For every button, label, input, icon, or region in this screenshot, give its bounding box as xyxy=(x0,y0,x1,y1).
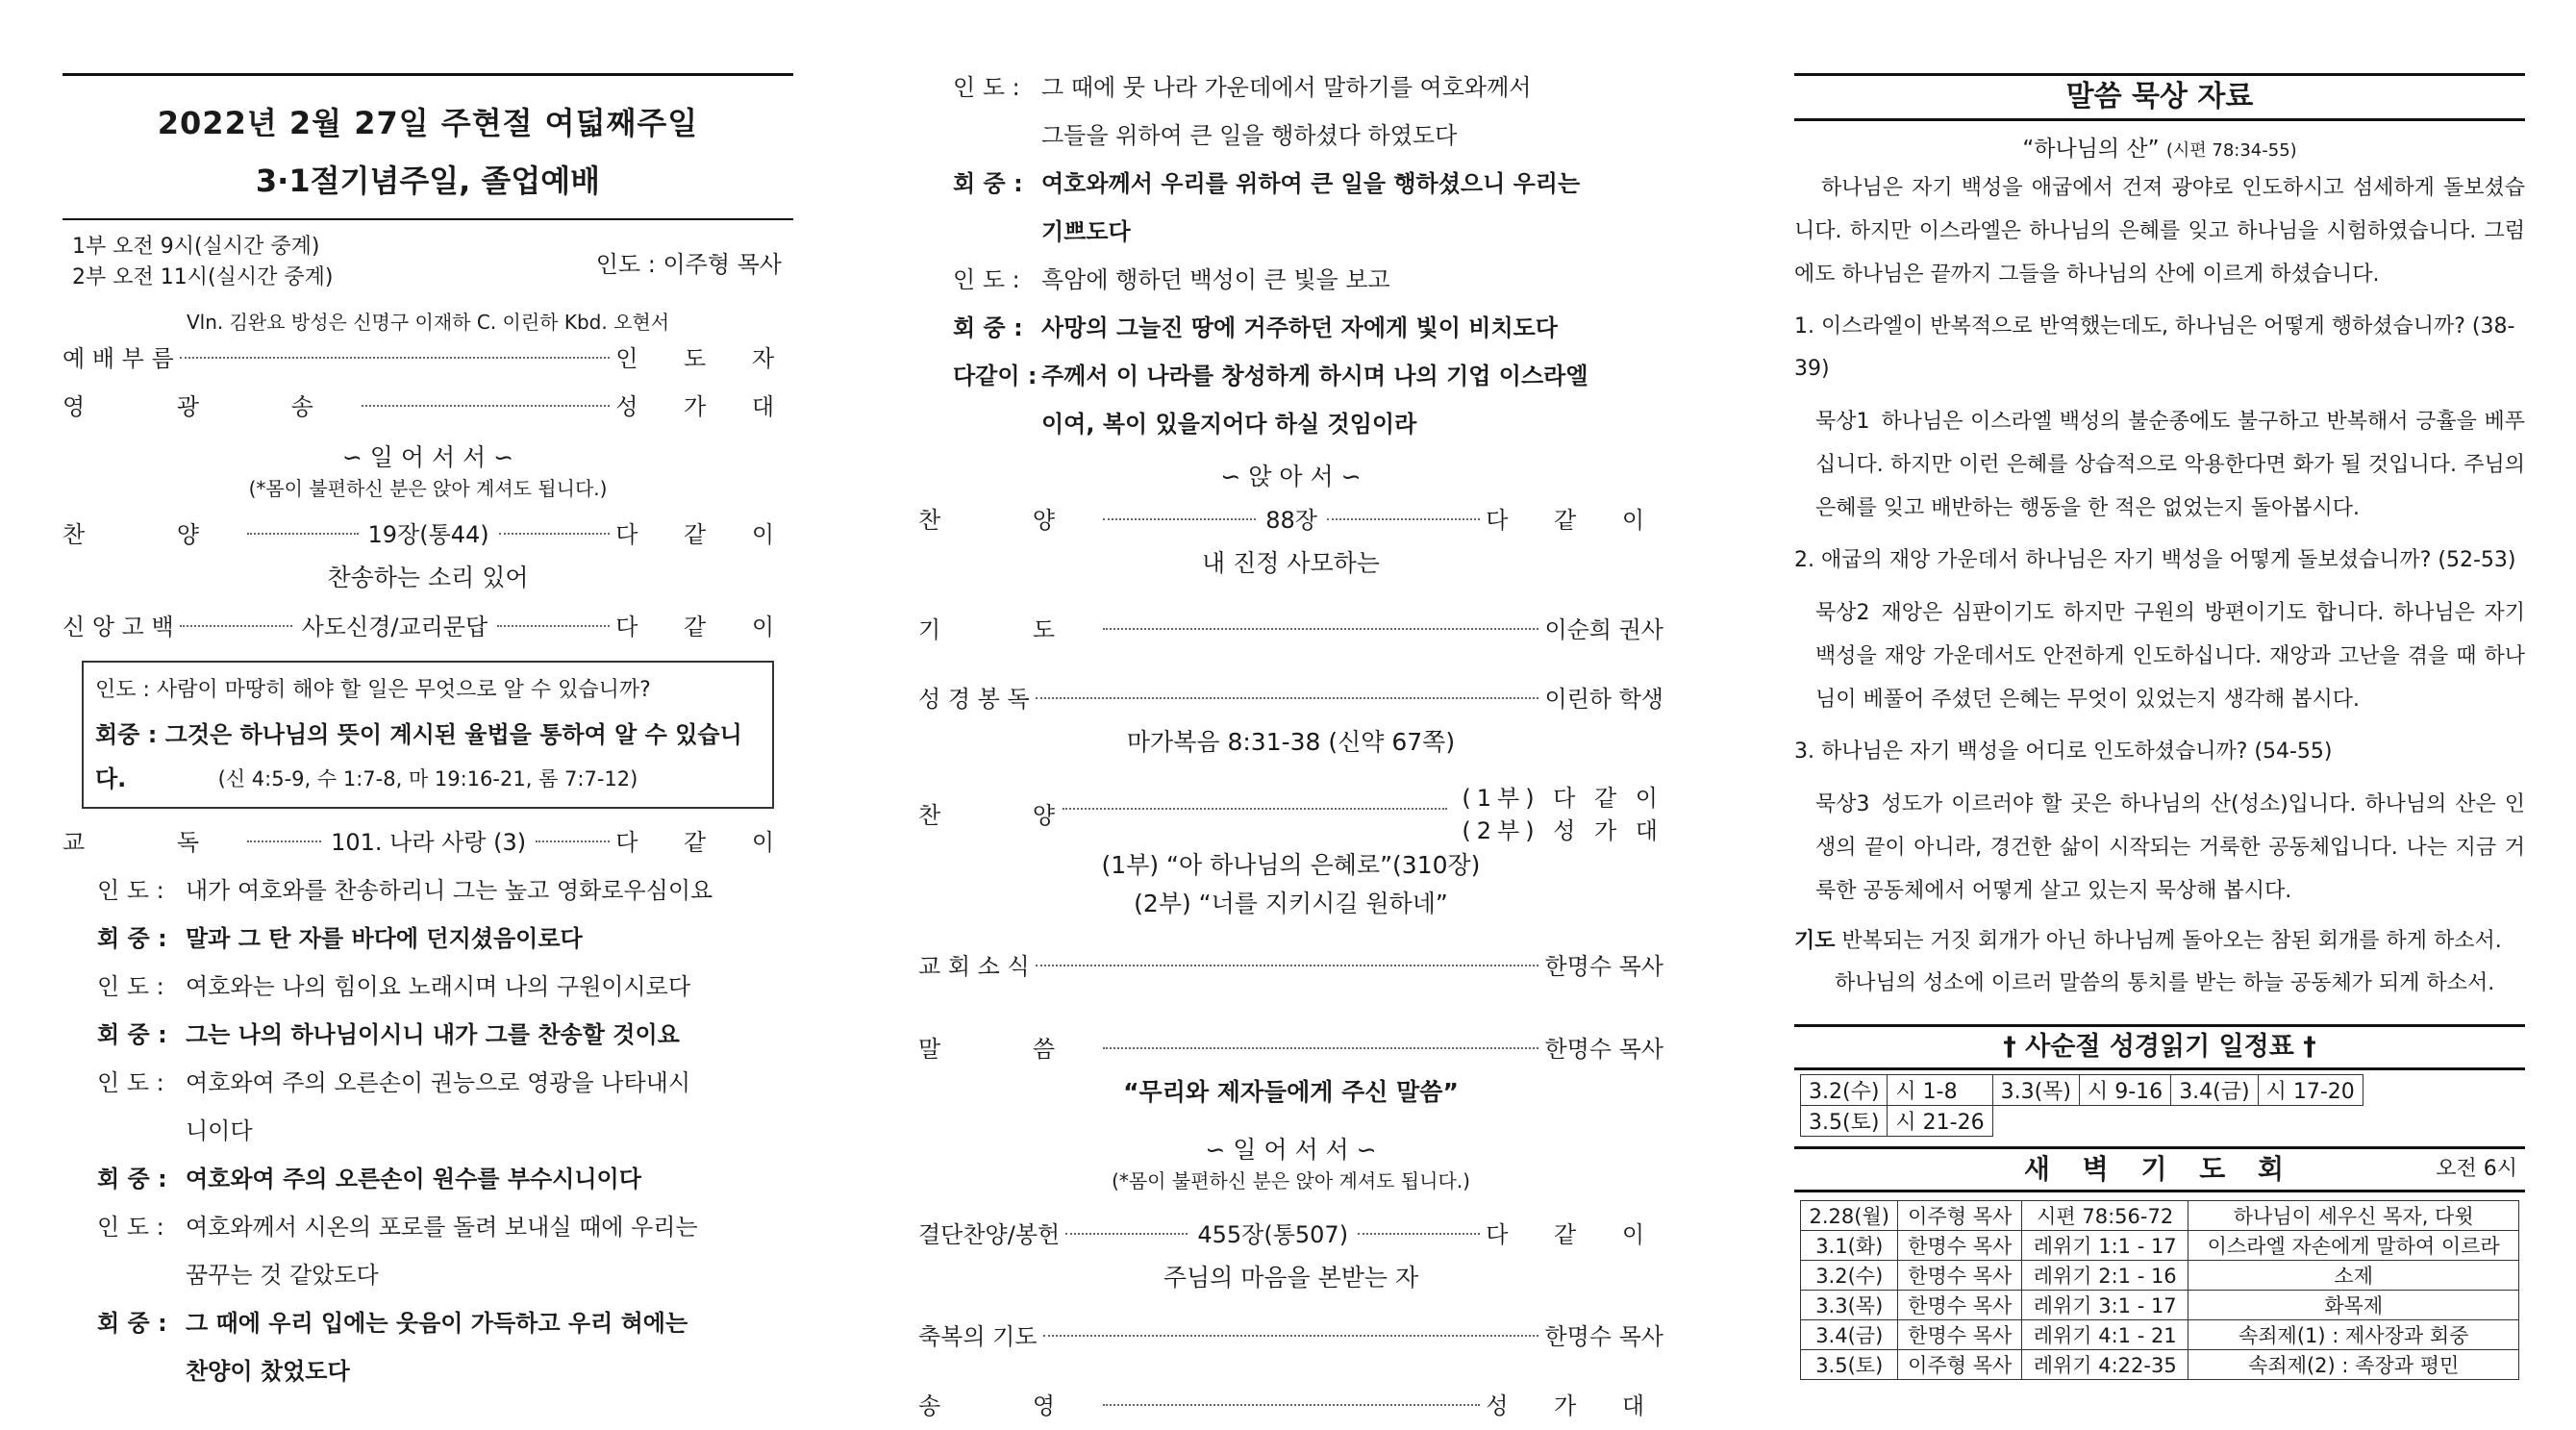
meditation-tag: 묵상3 xyxy=(1815,792,1870,816)
service-2-time: 2부 오전 11시(실시간 중계) xyxy=(72,265,334,289)
sermon xyxy=(918,1025,1663,1073)
item-label: 찬 양 xyxy=(63,521,241,548)
order-of-worship-column-2 xyxy=(918,0,1663,1424)
meditation-tag: 묵상2 xyxy=(1815,601,1870,625)
item-label: 송 영 xyxy=(918,1392,1097,1419)
item-detail: 455장(통507) xyxy=(1197,1221,1349,1248)
worship-leader: 인도 : 이주형 목사 xyxy=(595,251,782,278)
dawn-prayer-time: 오전 6시 xyxy=(2436,1157,2517,1181)
dot-leader xyxy=(536,840,610,842)
dot-leader xyxy=(362,405,610,407)
item-performer: 다 같 이 xyxy=(615,521,793,548)
dot-leader xyxy=(180,625,292,627)
performers: Vln. 김완요 방성은 신명구 이재하 C. 이린하 Kbd. 오현서 xyxy=(186,311,670,334)
meditation-reference: (시편 78:34-55) xyxy=(2165,140,2297,161)
congregation-line: 회 중 : 그 때에 우리 입에는 웃음이 가득하고 우리 혀에는 xyxy=(97,1310,688,1337)
item-performer: 다 같 이 xyxy=(1486,507,1664,534)
leader-line: 인 도 : 내가 여호와를 찬송하리니 그는 높고 영화로우심이요 xyxy=(97,877,713,904)
item-detail: 101. 나라 사랑 (3) xyxy=(331,829,527,856)
dot-leader xyxy=(1036,965,1539,966)
question-1: 1. 이스라엘이 반복적으로 반역했는데도, 하나님은 어떻게 행하셨습니까? (38-39) xyxy=(1794,314,2515,381)
prayer-tag: 기도 xyxy=(1794,929,1836,953)
table-row: 2.28(월) 이주형 목사 시편 78:56-72 하나님이 세우신 목자, 다윗 xyxy=(1801,1201,2519,1231)
hymn-title: 찬송하는 소리 있어 xyxy=(327,564,529,591)
item-label: 교 독 xyxy=(63,829,241,856)
meditation-2: 묵상2 재앙은 심판이기도 하지만 구원의 방편이기도 합니다. 하나님은 자기 백성을 재앙 가운데서도 안전하게 인도하십니다. 재앙과 고난을 겪을 때 하나님이 베풀어 주셨던 은혜는 무엇이 있었는지 생각해 봅시다. xyxy=(1815,601,2525,712)
dot-leader xyxy=(1065,1233,1188,1235)
call-to-worship xyxy=(63,335,793,383)
dot-leader xyxy=(180,357,611,359)
item-label: 교 회 소 식 xyxy=(918,953,1030,980)
sermon-title: “무리와 제자들에게 주신 말씀” xyxy=(1123,1078,1459,1106)
item-detail: 사도신경/교리문답 xyxy=(301,614,488,640)
meditation-subtitle xyxy=(1794,131,2525,163)
sit-instruction: ∽ 앉 아 서 ∽ xyxy=(1220,463,1362,490)
stand-note: (*몸이 불편하신 분은 앉아 계셔도 됩니다.) xyxy=(248,477,608,500)
table-row: 3.5(토) 이주형 목사 레위기 4:22-35 속죄제(2) : 족장과 평민 xyxy=(1801,1350,2519,1380)
stand-instruction-2: ∽ 일 어 서 서 ∽ xyxy=(1205,1136,1377,1164)
dot-leader xyxy=(1327,518,1480,520)
congregation-line: 회 중 : 말과 그 탄 자를 바다에 던지셨음이로다 xyxy=(97,925,583,952)
leader-line-continued: 꿈꾸는 것 같았도다 xyxy=(186,1262,379,1289)
dot-leader xyxy=(1103,518,1256,520)
choir-anthem xyxy=(918,779,1663,846)
title-rule xyxy=(63,218,793,220)
item-label: 축복의 기도 xyxy=(918,1323,1038,1350)
anthem-2-title: (2부) “너를 지키시길 원하네” xyxy=(1134,890,1448,917)
lent-reading-schedule-title: † 사순절 성경읽기 일정표 † xyxy=(1794,1024,2525,1070)
item-label: 성 경 봉 독 xyxy=(918,686,1030,713)
congregation-line-continued: 기쁘도다 xyxy=(1041,218,1131,245)
congregation-line: 회 중 : 그는 나의 하나님이시니 내가 그를 찬송할 것이요 xyxy=(97,1021,680,1048)
item-performer: 다 같 이 xyxy=(615,614,793,640)
dot-leader xyxy=(1103,1404,1480,1406)
meditation-1: 묵상1 하나님은 이스라엘 백성의 불순종에도 불구하고 반복해서 긍휼을 베푸십니다. 하지만 이런 은혜를 상습적으로 악용한다면 화가 될 것입니다. 주님의 은혜를 잊고 배반하는 행동을 한 적은 없었는지 돌아봅시다. xyxy=(1815,410,2525,520)
scripture-reading xyxy=(918,675,1663,723)
meditation-3: 묵상3 성도가 이르러야 할 곳은 하나님의 산(성소)입니다. 하나님의 산은 인생의 끝이 아니라, 경건한 삶이 시작되는 거룩한 공동체입니다. 나는 지금 거룩한 공동체에서 어떻게 살고 있는지 묵상해 봅시다. xyxy=(1815,792,2525,903)
table-row: 3.3(목) 한명수 목사 레위기 3:1 - 17 화목제 xyxy=(1801,1291,2519,1320)
lent-reading-schedule xyxy=(1800,1074,2363,1137)
hymn-2 xyxy=(918,496,1663,544)
responsive-reading xyxy=(63,818,793,866)
table-row: 3.5(토) 시 21-26 xyxy=(1801,1106,2363,1137)
stand-note-2: (*몸이 불편하신 분은 앉아 계셔도 됩니다.) xyxy=(1112,1169,1470,1192)
dot-leader xyxy=(1358,1233,1480,1235)
leader-line: 인 도 : 여호와여 주의 오른손이 권능으로 영광을 나타내시 xyxy=(97,1069,691,1096)
dot-leader xyxy=(1063,808,1447,810)
leader-line: 인 도 : 여호와는 나의 힘이요 노래시며 나의 구원이시로다 xyxy=(97,973,691,1000)
leader-line: 인 도 : 여호와께서 시온의 포로를 돌려 보내실 때에 우리는 xyxy=(97,1214,698,1241)
item-performer: 다 같 이 xyxy=(615,829,793,856)
item-detail: 19장(통44) xyxy=(367,521,489,548)
table-row: 3.2(수) 시 1-8 3.3(목) 시 9-16 3.4(금) 시 17-20 xyxy=(1801,1075,2363,1106)
question-3: 3. 하나님은 자기 백성을 어디로 인도하셨습니까? (54-55) xyxy=(1794,740,2333,764)
item-label: 찬 양 xyxy=(918,802,1097,829)
dot-leader xyxy=(1043,1335,1539,1337)
item-performer: 이린하 학생 xyxy=(1544,686,1663,713)
table-row: 3.4(금) 한명수 목사 레위기 4:1 - 21 속죄제(1) : 제사장과 회중 xyxy=(1801,1320,2519,1350)
dot-leader xyxy=(247,533,359,535)
benediction xyxy=(918,1313,1663,1361)
gloria xyxy=(63,383,793,431)
offering-hymn-title: 주님의 마음을 본받는 자 xyxy=(1163,1264,1419,1292)
prayer xyxy=(918,606,1663,654)
meditation-title: 말씀 묵상 자료 xyxy=(1794,73,2525,121)
dawn-prayer-schedule xyxy=(1800,1200,2519,1380)
dot-leader xyxy=(1103,628,1538,630)
creed xyxy=(63,603,793,651)
item-label: 신 앙 고 백 xyxy=(63,614,174,640)
leader-line: 인 도 : 흑암에 행하던 백성이 큰 빛을 보고 xyxy=(953,266,1390,293)
item-detail: 88장 xyxy=(1265,507,1317,534)
all-line: 다같이 : 주께서 이 나라를 창성하게 하시며 나의 기업 이스라엘 xyxy=(953,363,1588,389)
catechism-references: (신 4:5-9, 수 1:7-8, 마 19:16-21, 롬 7:7-12) xyxy=(217,767,638,790)
meditation-tag: 묵상1 xyxy=(1815,410,1870,434)
offering-hymn xyxy=(918,1211,1663,1259)
bulletin-title: 2022년 2월 27일 주현절 여덟째주일 xyxy=(157,105,699,141)
bulletin-subtitle: 3·1절기념주일, 졸업예배 xyxy=(255,163,601,199)
catechism-answer: 회중 : 그것은 하나님의 뜻이 계시된 율법을 통하여 알 수 있습니다. xyxy=(95,721,742,792)
dawn-prayer-title: 새 벽 기 도 회 xyxy=(2023,1153,2296,1185)
anthem-1-title: (1부) “아 하나님의 은혜로”(310장) xyxy=(1101,851,1481,879)
church-news xyxy=(918,942,1663,991)
item-performer: 한명수 목사 xyxy=(1544,953,1663,980)
stand-instruction: ∽ 일 어 서 서 ∽ xyxy=(341,443,514,471)
closing-prayer: 기도 반복되는 거짓 회개가 아닌 하나님께 돌아오는 참된 회개를 하게 하소서. 하나님의 성소에 이르러 말씀의 통치를 받는 하늘 공동체가 되게 하소서. xyxy=(1794,929,2502,995)
dot-leader xyxy=(247,840,321,842)
congregation-line: 회 중 : 여호와께서 우리를 위하여 큰 일을 행하셨으니 우리는 xyxy=(953,170,1581,197)
choir-performer-1: (1부) 다 같 이 xyxy=(1462,785,1663,812)
congregation-line: 회 중 : 사망의 그늘진 땅에 거주하던 자에게 빛이 비치도다 xyxy=(953,314,1558,341)
dot-leader xyxy=(497,625,610,627)
leader-line-continued: 그들을 위하여 큰 일을 행하셨다 하였도다 xyxy=(1041,122,1458,149)
choir-performer-2: (2부) 성 가 대 xyxy=(1462,817,1663,844)
item-label: 영 광 송 xyxy=(63,393,356,420)
item-performer: 한명수 목사 xyxy=(1544,1323,1663,1350)
item-label: 예 배 부 름 xyxy=(63,345,174,372)
table-row: 3.1(화) 한명수 목사 레위기 1:1 - 17 이스라엘 자손에게 말하여 이르라 xyxy=(1801,1231,2519,1261)
meditation-theme: “하나님의 산” xyxy=(2022,137,2160,162)
hymn xyxy=(63,511,793,559)
item-performer: 한명수 목사 xyxy=(1544,1036,1663,1063)
item-label: 기 도 xyxy=(918,616,1097,643)
service-times xyxy=(63,230,793,303)
item-performer: 이순희 권사 xyxy=(1544,616,1663,643)
item-label: 말 씀 xyxy=(918,1036,1097,1063)
responsive-reading-text-cont xyxy=(918,63,1663,448)
doxology xyxy=(918,1382,1663,1430)
meditation-intro: 하나님은 자기 백성을 애굽에서 건져 광야로 인도하시고 섬세하게 돌보셨습니다. 하지만 이스라엘은 하나님의 은혜를 잊고 하나님을 시험하였습니다. 그럼에도 하나님은 끝까지 그들을 하나님의 산에 이르게 하셨습니다. xyxy=(1794,176,2525,287)
item-performer: 성 가 대 xyxy=(615,393,793,420)
hymn-2-title: 내 진정 사모하는 xyxy=(1202,549,1380,577)
table-row: 3.2(수) 한명수 목사 레위기 2:1 - 16 소제 xyxy=(1801,1261,2519,1291)
congregation-line: 회 중 : 여호와여 주의 오른손이 원수를 부수시니이다 xyxy=(97,1166,641,1192)
scripture-reference: 마가복음 8:31-38 (신약 67쪽) xyxy=(1126,728,1456,756)
item-performer: 인 도 자 xyxy=(615,345,793,372)
meditation-column xyxy=(1794,0,2525,1424)
dot-leader xyxy=(1036,697,1539,699)
dot-leader xyxy=(1103,1047,1538,1049)
item-label: 찬 양 xyxy=(918,507,1097,534)
leader-line-continued: 니이다 xyxy=(186,1117,253,1144)
service-1-time: 1부 오전 9시(실시간 중계) xyxy=(72,235,320,259)
question-2: 2. 애굽의 재앙 가운데서 하나님은 자기 백성을 어떻게 돌보셨습니까? (52-53) xyxy=(1794,548,2516,572)
item-performer: 성 가 대 xyxy=(1486,1392,1663,1419)
dawn-prayer-header xyxy=(1794,1146,2525,1192)
item-label: 결단찬양/봉헌 xyxy=(918,1221,1061,1248)
dot-leader xyxy=(499,533,611,535)
order-of-worship-column-1 xyxy=(63,0,793,1424)
responsive-reading-text xyxy=(63,866,793,1395)
item-performer: 다 같 이 xyxy=(1486,1221,1664,1248)
leader-line: 인 도 : 그 때에 뭇 나라 가운데에서 말하기를 여호와께서 xyxy=(953,74,1532,101)
catechism-question: 인도 : 사람이 마땅히 해야 할 일은 무엇으로 알 수 있습니까? xyxy=(95,678,651,702)
top-rule xyxy=(63,73,793,76)
all-line-continued: 이여, 복이 있을지어다 하실 것임이라 xyxy=(1041,411,1417,438)
catechism-box xyxy=(82,661,774,809)
congregation-line-continued: 찬양이 찼었도다 xyxy=(186,1358,350,1385)
